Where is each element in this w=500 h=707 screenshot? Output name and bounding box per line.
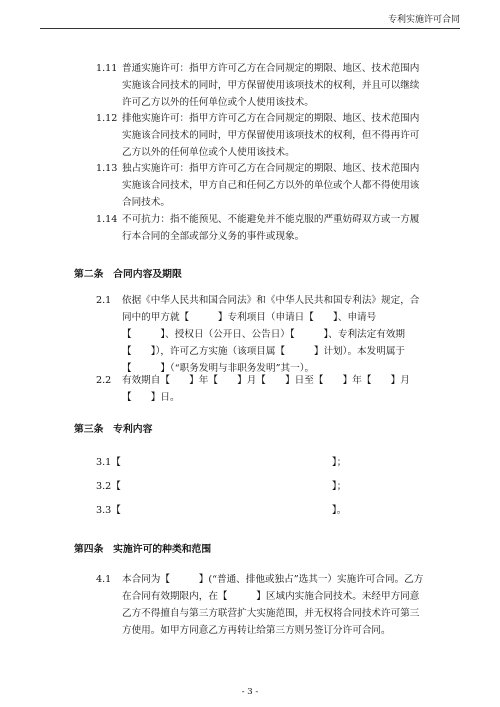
clause-number: 2.1: [96, 295, 112, 306]
clause-number: 1.11: [96, 63, 118, 74]
clause-1-11: [96, 60, 426, 112]
item-text: 【 】；: [111, 457, 347, 468]
item-number: 3.2: [96, 481, 112, 492]
item-number: 3.3: [96, 505, 112, 516]
patent-item-3-3: [96, 502, 346, 519]
clause-text: 独占实施许可：指甲方许可乙方在合同规定的期限、地区、技术范围内实施该合同技术，甲方自己和任何乙方以外的单位或个人都不得使用该合同技术。: [122, 163, 420, 208]
clause-2-2: [96, 372, 426, 408]
clause-text: 依据《中华人民共和国合同法》和《中华人民共和国专利法》规定，合同中的甲方就【 】专利项目（申请日【 】、申请号【 】、授权日（公开日、公告日）【 】、专利法定有效期【 】），许可乙方实施（该项目属【 】计划）。本发明属于【 】（“职务发明与非职务发明”其一）。: [122, 295, 420, 374]
patent-item-3-1: [96, 454, 346, 471]
section-heading-2: 第二条 合同内容及期限: [74, 269, 182, 280]
patent-item-3-2: [96, 478, 346, 495]
item-text: 【 】；: [111, 481, 347, 492]
clause-number: 4.1: [96, 574, 112, 585]
clause-1-13: [96, 160, 426, 212]
section-heading-3: 第三条 专利内容: [74, 424, 153, 435]
clause-text: 普通实施许可：指甲方许可乙方在合同规定的期限、地区、技术范围内实施该合同技术的同时，甲方保留使用该项技术的权利，并且可以继续许可乙方以外的任何单位或个人使用该技术。: [122, 63, 420, 108]
item-text: 【 】。: [111, 505, 347, 516]
clause-4-1: [96, 571, 426, 641]
section-heading-4: 第四条 实施许可的种类和范围: [74, 544, 212, 555]
clause-number: 1.14: [96, 214, 118, 225]
clause-number: 1.12: [96, 113, 118, 124]
clause-text: 排他实施许可：指甲方许可乙方在合同规定的期限、地区、技术范围内实施该合同技术的同时，甲方保留使用该项技术的权利，但不得再许可乙方以外的任何单位或个人使用该技术。: [122, 113, 420, 158]
clause-2-1: [96, 292, 426, 374]
clause-text: 本合同为【 】(“普通、排他或独占”选其一）实施许可合同。乙方在合同有效期限内，在【 】区域内实施合同技术。未经甲方同意乙方不得擅自与第三方联营扩大实施范围，并无权将合同技术许可第三方使用。如甲方同意乙方再转让给第三方则另签订分许可合同。: [122, 574, 424, 636]
page-number: - 3 -: [241, 687, 259, 697]
clause-text: 有效期自【 】年【 】月【 】日至【 】年【 】月【 】日。: [122, 375, 410, 403]
item-number: 3.1: [96, 457, 112, 468]
page-header: [40, 10, 460, 29]
clause-text: 不可抗力：指不能预见、不能避免并不能克服的严重妨碍双方或一方履行本合同的全部或部分义务的事件或现象。: [122, 214, 420, 242]
clause-number: 2.2: [96, 375, 112, 386]
clause-1-14: [96, 211, 426, 247]
document-title: 专利实施许可合同: [387, 15, 460, 25]
clause-number: 1.13: [96, 163, 118, 174]
clause-1-12: [96, 110, 426, 162]
